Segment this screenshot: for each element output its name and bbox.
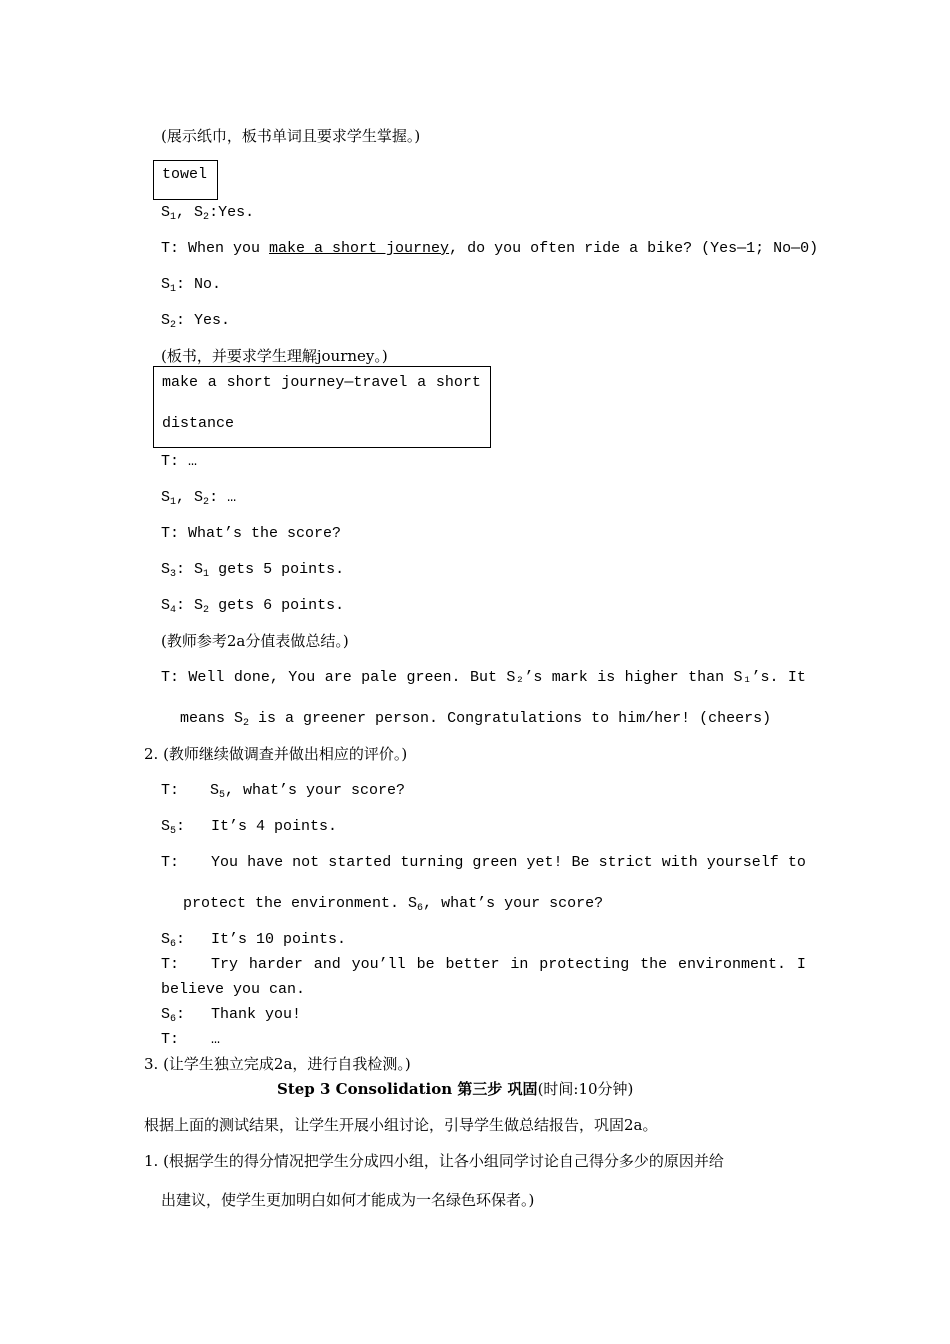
dialogue-line: $S_3$: $S_1$ gets 5 points. [161,561,345,580]
dialogue-line: $S_1$: No. [161,276,222,295]
vocab-definition-cont: distance [162,415,235,432]
instruction-line: (教师参考2a分值表做总结。) [161,632,349,650]
instruction-line: (板书，并要求学生理解journey。) [161,347,388,365]
dialogue-line: T: Try harder and you’ll be better in protecting the environment. I [161,956,806,973]
underlined-phrase: make a short journey [269,240,450,257]
dialogue-line: $S_4$: $S_2$ gets 6 points. [161,597,345,616]
paragraph: 根据上面的测试结果，让学生开展小组讨论，引导学生做总结报告，巩固2a。 [144,1116,658,1134]
dialogue-line: $S_5$: It’s 4 points. [161,818,338,837]
dialogue-line: T: $S_5$, what’s your score? [161,782,406,801]
vocab-definition: make a short journey—travel a short [162,374,481,391]
dialogue-line: $S_1$, $S_2$: … [161,489,237,508]
section-item: 2. (教师继续做调查并做出相应的评价。) [144,745,408,763]
dialogue-line: $S_2$: Yes. [161,312,231,331]
dialogue-line: means $S_2$ is a greener person. Congratulations to him/her! (cheers) [180,710,772,729]
dialogue-line: T: Well done, You are pale green. But S₂’s mark is higher than S₁’s. It [161,669,806,686]
step-heading: Step 3 Consolidation 第三步 巩固(时间:10分钟) [277,1080,634,1098]
vocab-word: towel [162,166,208,183]
section-item: 1. (根据学生的得分情况把学生分成四小组，让各小组同学讨论自己得分多少的原因并给 [144,1152,724,1170]
section-item: 3. (让学生独立完成2a，进行自我检测。) [144,1055,411,1073]
vocab-box-towel [153,160,218,200]
dialogue-line: T: … [161,1031,221,1048]
dialogue-line: believe you can. [161,981,306,998]
dialogue-line: $S_1$, $S_2:Yes$. [161,204,255,223]
dialogue-line: T: You have not started turning green yet! Be strict with yourself to [161,854,806,871]
vocab-box-journey [153,366,491,448]
dialogue-line: $S_6$: It’s 10 points. [161,931,347,950]
dialogue-line: T: When you make a short journey, do you often ride a bike? (Yes—1; No—0) [161,240,819,257]
dialogue-line: protect the environment. $S_6$, what’s your score? [183,895,604,914]
dialogue-line: T: … [161,453,198,470]
dialogue-line: T: What’s the score? [161,525,342,542]
dialogue-line: $S_6$: Thank you! [161,1006,302,1025]
instruction-line: (展示纸巾，板书单词且要求学生掌握。) [161,127,421,145]
section-item-cont: 出建议，使学生更加明白如何才能成为一名绿色环保者。) [161,1191,535,1209]
